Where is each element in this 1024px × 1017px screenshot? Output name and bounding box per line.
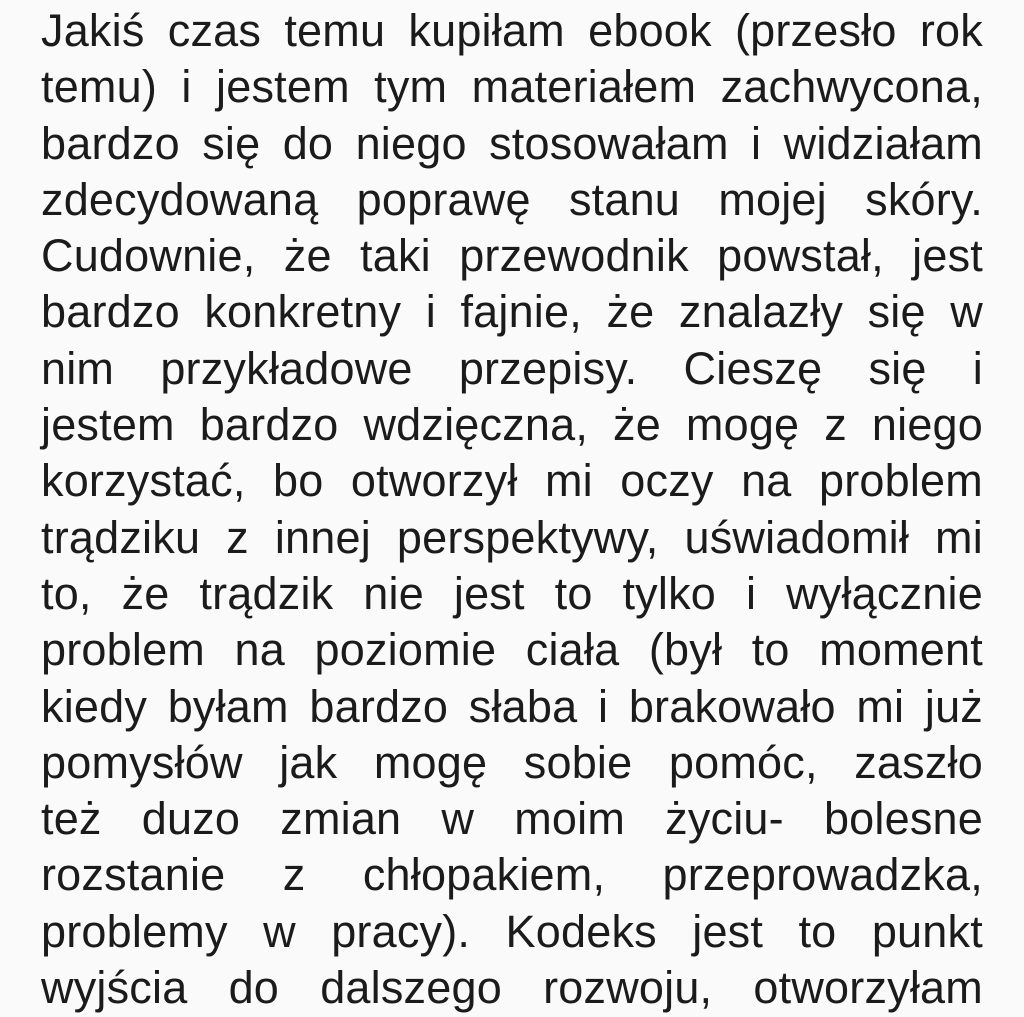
word: mi <box>544 455 593 507</box>
word: niego <box>355 117 467 169</box>
word: mi <box>935 511 983 563</box>
word: kiedy <box>41 680 148 732</box>
word: dalszego <box>320 962 502 1014</box>
word: bo <box>272 455 324 507</box>
word: perspektywy, <box>396 511 659 563</box>
word: przewodnik <box>459 230 689 282</box>
word: poziomie <box>314 624 497 676</box>
word: z <box>824 399 847 451</box>
word: pomóc, <box>668 736 818 788</box>
word: w <box>441 793 475 845</box>
text-line <box>41 116 983 172</box>
word: Cieszę <box>683 342 823 394</box>
text-line <box>41 679 983 735</box>
word: pomysłów <box>41 736 243 788</box>
word: kupiłam <box>408 5 565 56</box>
word: rok <box>919 5 983 56</box>
word: i <box>425 286 436 338</box>
word: bardzo <box>41 117 180 169</box>
word: to, <box>41 567 92 619</box>
word: oczy <box>620 455 714 507</box>
word: jestem <box>216 61 350 113</box>
word: bardzo <box>309 680 449 732</box>
word: stanu <box>568 173 681 225</box>
word: i <box>745 567 757 619</box>
word: taki <box>360 230 431 282</box>
word: punkt <box>871 905 983 957</box>
word: mogę <box>373 736 488 788</box>
word: ebook <box>588 5 712 56</box>
word: przykładowe <box>160 342 413 394</box>
word: (przesło <box>734 5 897 56</box>
word: że <box>613 399 661 451</box>
text-line <box>41 341 983 397</box>
word: znalazły <box>678 286 844 338</box>
word: problem <box>818 455 983 507</box>
text-line <box>41 847 983 903</box>
word: jest <box>453 567 525 619</box>
text-line <box>41 622 983 678</box>
word: innej <box>274 511 371 563</box>
word: niego <box>871 399 983 451</box>
word: chłopakiem, <box>362 849 606 901</box>
word: i <box>751 117 762 169</box>
word: i <box>597 680 609 732</box>
word: przepisy. <box>458 342 638 394</box>
word: zaszło <box>854 736 983 788</box>
word: słaba <box>468 680 578 732</box>
text-line <box>41 453 983 509</box>
word: pracy). <box>331 905 471 957</box>
word: bardzo <box>199 399 339 451</box>
word: rozstanie <box>41 849 226 901</box>
text-line <box>41 960 983 1016</box>
word: z <box>226 511 249 563</box>
word: duzo <box>141 793 241 845</box>
word: tym <box>374 61 448 113</box>
text-line <box>41 904 983 960</box>
word: się <box>868 342 927 394</box>
word: na <box>741 455 792 507</box>
word: to <box>798 905 837 957</box>
word: że <box>121 567 170 619</box>
word: czas <box>167 5 262 56</box>
word: byłam <box>167 680 289 732</box>
word: mojej <box>718 173 827 225</box>
word: problem <box>41 624 205 676</box>
word: do <box>282 117 334 169</box>
word: się <box>867 286 926 338</box>
word: materiałem <box>471 61 697 113</box>
word: stosowałam <box>489 117 729 169</box>
text-line <box>41 397 983 453</box>
word: nim <box>41 342 115 394</box>
word: to <box>554 567 593 619</box>
word: mogę <box>685 399 800 451</box>
word: bolesne <box>823 793 983 845</box>
word: poprawę <box>356 173 531 225</box>
word: brakowało <box>628 680 836 732</box>
word: Cudownie, <box>41 230 256 282</box>
word: już <box>924 680 983 732</box>
word: korzystać, <box>41 455 246 507</box>
word: konkretny <box>204 286 402 338</box>
word: jest <box>912 230 983 282</box>
word: jak <box>279 736 338 788</box>
word: sobie <box>523 736 633 788</box>
word: moment <box>819 624 983 676</box>
word: że <box>606 286 655 338</box>
word: bardzo <box>41 286 180 338</box>
word: zmian <box>280 793 402 845</box>
word: że <box>283 230 332 282</box>
word: problemy <box>41 905 228 957</box>
word: i <box>181 61 192 113</box>
word: widziałam <box>783 117 983 169</box>
word: się <box>202 117 261 169</box>
word: Kodeks <box>505 905 657 957</box>
word: powstał, <box>717 230 884 282</box>
word: w <box>950 286 983 338</box>
text-line <box>41 735 983 791</box>
word: na <box>234 624 285 676</box>
word: temu <box>284 5 386 56</box>
text-line <box>41 566 983 622</box>
word: zdecydowaną <box>41 173 319 225</box>
word: w <box>263 905 296 957</box>
word: wyjścia <box>41 962 188 1014</box>
word: jest <box>692 905 764 957</box>
word: to <box>751 624 790 676</box>
word: ciała <box>525 624 620 676</box>
word: też <box>41 793 102 845</box>
text-line <box>41 172 983 228</box>
word: mi <box>856 680 905 732</box>
word: otworzyłam <box>753 962 983 1014</box>
word: zachwycona, <box>720 61 983 113</box>
word: jestem <box>41 399 175 451</box>
word: Jakiś <box>41 5 145 56</box>
word: rozwoju, <box>543 962 713 1014</box>
word: temu) <box>41 61 158 113</box>
word: trądzik <box>199 567 334 619</box>
word: przeprowadzka, <box>662 849 983 901</box>
word: skóry. <box>865 173 983 225</box>
text-line <box>41 510 983 566</box>
word: z <box>282 849 306 901</box>
word: tylko <box>622 567 717 619</box>
word: (był <box>648 624 723 676</box>
text-line <box>41 3 983 59</box>
word: wyłącznie <box>786 567 983 619</box>
word: do <box>228 962 280 1014</box>
word: moim <box>514 793 626 845</box>
word: życiu- <box>665 793 784 845</box>
word: uświadomił <box>684 511 910 563</box>
word: nie <box>363 567 424 619</box>
text-line <box>41 791 983 847</box>
word: i <box>972 342 983 394</box>
text-line <box>41 284 983 340</box>
word: fajnie, <box>460 286 582 338</box>
text-line <box>41 59 983 115</box>
word: otworzył <box>350 455 518 507</box>
word: wdzięczna, <box>363 399 589 451</box>
text-line <box>41 228 983 284</box>
word: trądziku <box>41 511 201 563</box>
